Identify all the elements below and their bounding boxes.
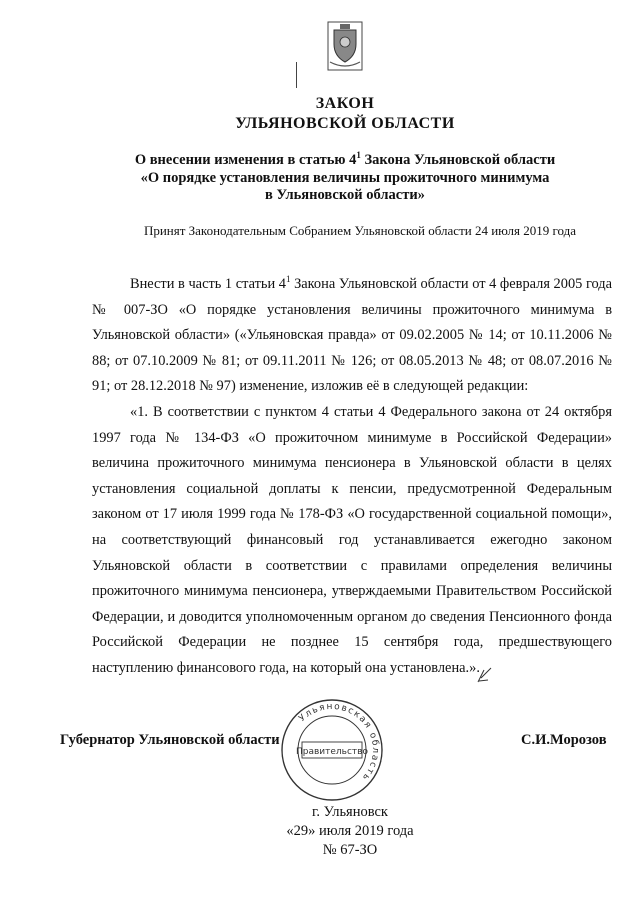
adoption-note: Принят Законодательным Собранием Ульяновской области 24 июля 2019 года xyxy=(143,223,577,238)
seal-center-text: Правительство xyxy=(296,747,368,757)
law-region: УЛЬЯНОВСКОЙ ОБЛАСТИ xyxy=(235,115,455,132)
law-title-line-2: «О порядке установления величины прожиточного минимума xyxy=(140,169,550,186)
signatory-position: Губернатор Ульяновской области xyxy=(60,732,280,748)
paragraph-2: «1. В соответствии с пунктом 4 статьи 4 Федерального закона от 24 октября 1997 года № 134-ФЗ «О прожиточном минимуме в Российской Федерации» величина прожиточного минимума пенсионера в Ульяновской области в целях установления социальной доплаты к пенсии, предусмотренной Федеральным законом от 17 июля 1999 года № 178-ФЗ «О государственной социальной помощи», на соответствующий финансовый год устанавливается ежегодно законом Ульяновской области в соответствии с правилами определения величины прожиточного минимума пенсионера, утверждаемыми Правительством Российской Федерации, и доводится уполномоченным органом до сведения Пенсионного фонда Российской Федерации не позднее 15 сентября года, предшествующего наступлению финансового года, на который она установлена.». xyxy=(92,403,612,676)
law-title xyxy=(0,152,640,205)
signing-city: г. Ульяновск xyxy=(312,804,388,820)
law-number: № 67-ЗО xyxy=(322,842,378,858)
signing-details xyxy=(210,803,490,860)
seal-ring-text: Ульяновская область xyxy=(297,701,381,784)
paragraph-1: Внести в часть 1 статьи $4^1$ Закона Ульяновской области от 4 февраля 2005 года № 007-ЗО «О порядке установления величины прожиточного минимума в Ульяновской области» («Ульяновская правда» от 09.02.2005 № 14; от 10.11.2006 № 88; от 07.10.2009 № 81; от 09.11.2011 № 126; от 08.05.2013 № 48; от 08.07.2016 № 91; от 28.12.2018 № 97) изменение, изложив её в следующей редакции: xyxy=(92,274,612,395)
law-doc-type: ЗАКОН xyxy=(315,95,375,112)
handwritten-tick xyxy=(476,666,496,684)
law-heading xyxy=(0,94,640,134)
coat-of-arms-emblem xyxy=(322,20,368,72)
margin-mark xyxy=(296,62,297,88)
law-body xyxy=(92,272,612,682)
signing-date: «29» июля 2019 года xyxy=(286,823,414,839)
signatory-name: С.И.Морозов xyxy=(521,732,607,748)
article-superscript: 1 xyxy=(285,274,291,285)
law-title-line-3: в Ульяновской области» xyxy=(265,187,425,203)
official-seal-stamp xyxy=(278,696,386,804)
law-title-line-1: О внесении изменения в статью $4^1$ Закона Ульяновской области xyxy=(134,150,556,168)
article-superscript: 1 xyxy=(356,150,361,161)
